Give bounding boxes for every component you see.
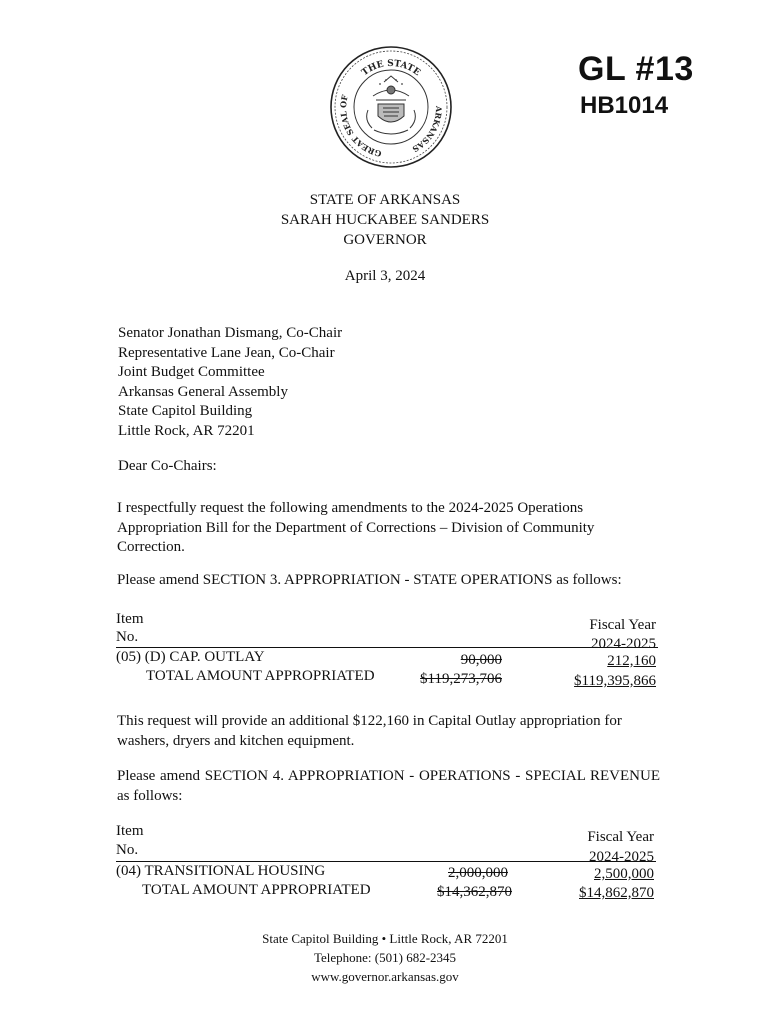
header-rule	[116, 861, 656, 862]
col-fiscal-year-header: Fiscal Year	[587, 829, 654, 845]
old-total: $119,273,706	[420, 671, 502, 687]
header-rule	[116, 647, 658, 648]
old-amount: 90,000	[460, 652, 502, 668]
footer-phone: Telephone: (501) 682-2345	[313, 950, 457, 965]
address-line: State Capitol Building	[118, 403, 253, 419]
section3-intro: Please amend SECTION 3. APPROPRIATION - STATE OPERATIONS as follows:	[117, 572, 622, 588]
seal-text-left: GREAT SEAL OF	[338, 93, 383, 160]
bill-number: HB1014	[580, 92, 669, 119]
seal-text-top: THE STATE	[360, 58, 422, 79]
col-year-header: 2024-2025	[589, 849, 654, 865]
new-total: $119,395,866	[574, 673, 656, 689]
col-no-header: No.	[116, 842, 139, 858]
address-line: Little Rock, AR 72201	[118, 422, 255, 439]
address-line: Senator Jonathan Dismang, Co-Chair	[118, 325, 343, 341]
new-amount: 212,160	[607, 653, 656, 669]
svg-text:THE STATE	[360, 59, 422, 78]
footer	[0, 929, 770, 986]
new-total: $14,862,870	[579, 885, 654, 901]
letter-date: April 3, 2024	[344, 268, 426, 284]
svg-text:GREAT SEAL OF	[338, 94, 382, 160]
section4-intro: Please amend SECTION 4. APPROPRIATION - OPERATIONS - SPECIAL REVENUE as follows:	[117, 768, 660, 804]
new-amount: 2,500,000	[594, 866, 654, 882]
letterhead-title: GOVERNOR	[343, 232, 427, 248]
old-total: $14,362,870	[437, 884, 512, 900]
line-item-label: (04) TRANSITIONAL HOUSING	[116, 863, 326, 879]
address-line: Arkansas General Assembly	[118, 383, 288, 400]
justification-paragraph: This request will provide an additional $122,160 in Capital Outlay appropriation for washers, dryers and kitchen equipment.	[117, 713, 622, 749]
document-tag: GL #13	[578, 50, 694, 88]
col-item-header: Item	[116, 611, 144, 627]
letterhead	[0, 190, 770, 250]
request-paragraph: I respectfully request the following amendments to the 2024-2025 Operations Appropriation Bill for the Department of Corrections – Division of Community Correction.	[117, 500, 595, 555]
letterhead-state: STATE OF ARKANSAS	[309, 192, 461, 208]
section3-table	[116, 611, 658, 691]
seal-text-right: ARKANSAS	[410, 105, 444, 155]
salutation: Dear Co-Chairs:	[118, 458, 217, 474]
address-line: Representative Lane Jean, Co-Chair	[118, 344, 335, 361]
col-fiscal-year-header: Fiscal Year	[589, 617, 656, 633]
address-line: Joint Budget Committee	[118, 364, 265, 380]
footer-address: State Capitol Building • Little Rock, AR 72201	[262, 931, 508, 946]
col-no-header: No.	[116, 629, 139, 645]
letterhead-name: SARAH HUCKABEE SANDERS	[280, 212, 490, 228]
old-amount: 2,000,000	[448, 865, 508, 881]
total-label: TOTAL AMOUNT APPROPRIATED	[146, 668, 375, 684]
recipient-address	[118, 324, 342, 441]
total-label: TOTAL AMOUNT APPROPRIATED	[142, 882, 371, 898]
line-item-label: (05) (D) CAP. OUTLAY	[116, 649, 265, 665]
state-seal	[328, 44, 454, 170]
col-item-header: Item	[116, 823, 144, 839]
section4-table	[116, 823, 658, 905]
footer-website[interactable]: www.governor.arkansas.gov	[311, 969, 459, 984]
col-year-header: 2024-2025	[591, 636, 656, 652]
